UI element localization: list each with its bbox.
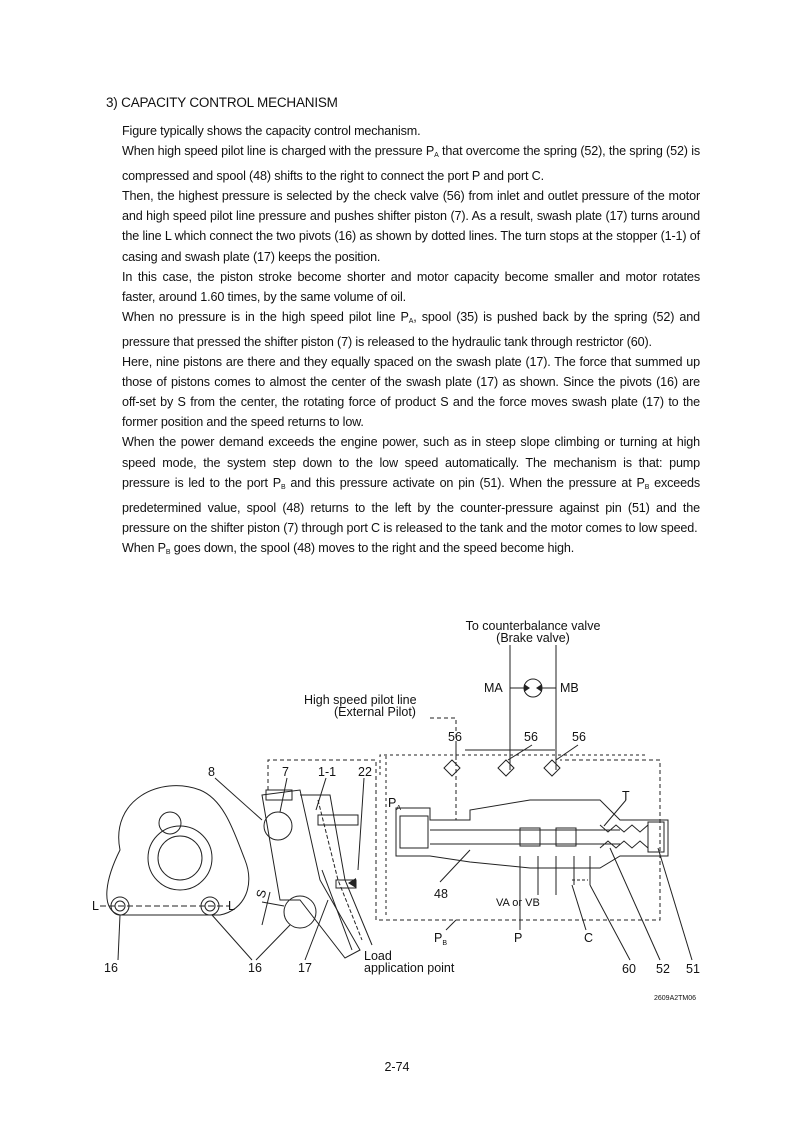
pin-51: [648, 822, 664, 852]
label-check-valve-2: 56: [524, 730, 538, 744]
label-60: 60: [622, 962, 636, 976]
paragraph-4: In this case, the piston stroke become shorter and motor capacity become smaller and motor rotates faster, around 1.60 times, by the same volume of oil.: [122, 269, 700, 304]
shifter-pressure-line: [268, 760, 660, 920]
section-heading: 3) CAPACITY CONTROL MECHANISM: [106, 95, 338, 110]
check-valve-3: [544, 760, 560, 776]
label-22: 22: [358, 765, 372, 779]
label-brake-valve: (Brake valve): [496, 631, 570, 645]
label-52: 52: [656, 962, 670, 976]
label-c: C: [584, 931, 594, 945]
label-pilot-line: High speed pilot line: [304, 693, 417, 707]
label-8: 8: [208, 765, 215, 779]
check-valve-2: [498, 760, 514, 776]
spring-52: [600, 825, 648, 832]
label-48: 48: [434, 887, 448, 901]
label-16-mid: 16: [248, 961, 262, 975]
label-pb: $P_B$: [434, 931, 448, 947]
paragraph-6: Here, nine pistons are there and they equally spaced on the swash plate (17). The force that summed up those of pistons comes to almost the center of the swash plate (17) as shown. Since the pivots (16) are off-set by S from the center, the rotating force of product S and the force moves swash plate (17) to the former position and the speed returns to low.: [122, 355, 700, 430]
label-pa: $P_A$: [388, 796, 402, 812]
motor-flange: [107, 786, 249, 915]
figure-code: 2609A2TM06: [654, 995, 697, 1002]
label-51: 51: [686, 962, 700, 976]
label-ma: MA: [484, 681, 503, 695]
label-external-pilot: (External Pilot): [334, 705, 416, 719]
label-mb: MB: [560, 681, 579, 695]
label-to-counterbalance: To counterbalance valve: [465, 619, 601, 633]
paragraph-3: Then, the highest pressure is selected by the check valve (56) from inlet and outlet pressure of the motor and high speed pilot line pressure and pushes shifter piston (7). As a result, swash plate (17) turns around the line L which connect the two pivots (16) as shown by dotted lines. The turn stops at the stopper (1-1) of casing and swash plate (17) keeps the position.: [122, 189, 700, 264]
label-17: 17: [298, 961, 312, 975]
label-check-valve-3: 56: [572, 730, 586, 744]
label-l-right: L: [228, 899, 235, 913]
paragraph-1: Figure typically shows the capacity control mechanism.: [122, 124, 421, 138]
paragraph-2: When high speed pilot line is charged with the pressure $P_A$ that overcome the spring (52), the spring (52) is compressed and spool (48) shifts to the right to connect the port P and port C.: [122, 144, 700, 184]
paragraph-7: When the power demand exceeds the engine power, such as in steep slope climbing or turning at high speed mode, the system step down to the low speed automatically. The mechanism is that: pump pressure is led to the port $P_B$ and this pressure activate on pin (51). When the pressure at $P_B$ exceeds predetermined value, spool (48) returns to the left by the counter-pressure against pin (51) and the pressure on the shifter piston (7) through port C is released to the tank and the motor comes to low speed.: [122, 435, 701, 535]
shifter-piston: [264, 812, 292, 840]
label-va-vb: VA or VB: [496, 897, 540, 909]
label-check-valve-1: 56: [448, 730, 462, 744]
check-valve-1: [444, 760, 460, 776]
label-l-left: L: [92, 899, 99, 913]
label-application-point: application point: [364, 961, 455, 975]
bolt-hole-top: [159, 812, 181, 834]
label-s: S: [253, 887, 270, 900]
paragraph-5: When no pressure is in the high speed pilot line $P_A$, spool (35) is pushed back by the spring (52) and pressure that pressed the shifter piston (7) is released to the hydraulic tank through restrictor (60).: [122, 309, 700, 349]
paragraph-8: When $P_B$ goes down, the spool (48) moves to the right and the speed become high.: [122, 540, 575, 556]
label-1-1: 1-1: [318, 765, 337, 779]
label-p: P: [514, 931, 523, 945]
valve-body: [396, 800, 668, 868]
center-bore-inner: [158, 836, 202, 880]
body-text: [122, 121, 700, 563]
page-number: 2-74: [384, 1060, 410, 1074]
capacity-control-diagram: [0, 600, 794, 1020]
label-t: T: [622, 789, 630, 803]
label-load: Load: [364, 949, 392, 963]
label-7: 7: [282, 765, 289, 779]
label-16-left: 16: [104, 961, 118, 975]
spool-head: [400, 816, 428, 848]
